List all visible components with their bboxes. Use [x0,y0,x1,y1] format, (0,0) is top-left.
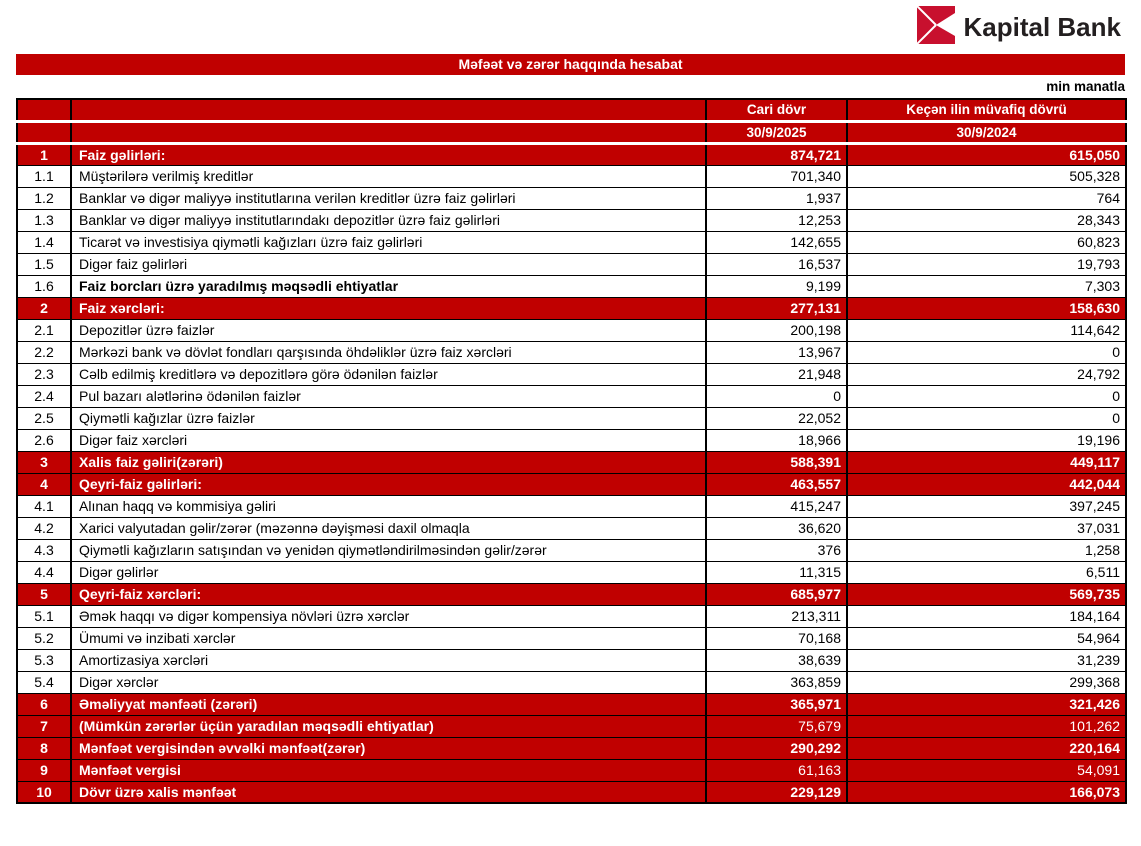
table-row [17,715,1126,737]
table-row [17,517,1126,539]
table-row [17,495,1126,517]
row-current-value: 9,199 [706,275,847,297]
row-number: 4.4 [17,561,71,583]
table-header-row-dates [17,121,1126,143]
report-table-body [17,143,1126,803]
table-row [17,759,1126,781]
row-previous-value: 505,328 [847,165,1126,187]
header-empty-cell [71,121,706,143]
table-row [17,385,1126,407]
row-previous-value: 60,823 [847,231,1126,253]
table-row [17,341,1126,363]
kapital-bank-logo [917,6,1122,49]
table-row [17,583,1126,605]
row-current-value: 685,977 [706,583,847,605]
table-row [17,473,1126,495]
row-number: 5.1 [17,605,71,627]
row-number: 2.5 [17,407,71,429]
row-label: Depozitlər üzrə faizlər [71,319,706,341]
row-number: 2.3 [17,363,71,385]
row-previous-value: 764 [847,187,1126,209]
row-label: Qeyri-faiz gəlirləri: [71,473,706,495]
row-label: Banklar və digər maliyyə institutlarına verilən kreditlər üzrə faiz gəlirləri [71,187,706,209]
table-row [17,429,1126,451]
row-number: 2.4 [17,385,71,407]
row-current-value: 1,937 [706,187,847,209]
row-number: 5.3 [17,649,71,671]
row-current-value: 142,655 [706,231,847,253]
row-current-value: 11,315 [706,561,847,583]
table-row [17,319,1126,341]
row-label: Müştərilərə verilmiş kreditlər [71,165,706,187]
brand-name: Kapital Bank [963,11,1121,42]
row-current-value: 61,163 [706,759,847,781]
row-number: 2 [17,297,71,319]
row-label: Faiz gəlirləri: [71,143,706,165]
row-previous-value: 37,031 [847,517,1126,539]
row-label: Qiymətli kağızlar üzrə faizlər [71,407,706,429]
row-current-value: 36,620 [706,517,847,539]
row-label: Mənfəət vergisindən əvvəlki mənfəət(zərər) [71,737,706,759]
row-previous-value: 0 [847,385,1126,407]
row-current-value: 0 [706,385,847,407]
table-row [17,451,1126,473]
table-header-row-labels [17,99,1126,121]
row-number: 4.2 [17,517,71,539]
row-current-value: 21,948 [706,363,847,385]
table-row [17,781,1126,803]
row-label: Qiymətli kağızların satışından və yenidən qiymətləndirilməsindən gəlir/zərər [71,539,706,561]
row-number: 1.1 [17,165,71,187]
row-previous-value: 166,073 [847,781,1126,803]
row-label: Banklar və digər maliyyə institutlarındakı depozitlər üzrə faiz gəlirləri [71,209,706,231]
row-previous-value: 19,196 [847,429,1126,451]
table-row [17,561,1126,583]
row-number: 1.6 [17,275,71,297]
row-number: 8 [17,737,71,759]
row-number: 2.6 [17,429,71,451]
row-label: Amortizasiya xərcləri [71,649,706,671]
table-row [17,605,1126,627]
row-previous-value: 397,245 [847,495,1126,517]
row-previous-value: 321,426 [847,693,1126,715]
row-label: Digər xərclər [71,671,706,693]
table-row [17,627,1126,649]
row-number: 7 [17,715,71,737]
row-current-value: 13,967 [706,341,847,363]
row-previous-value: 220,164 [847,737,1126,759]
row-current-value: 213,311 [706,605,847,627]
row-previous-value: 19,793 [847,253,1126,275]
row-current-value: 376 [706,539,847,561]
row-current-value: 22,052 [706,407,847,429]
row-previous-value: 24,792 [847,363,1126,385]
table-row [17,209,1126,231]
header-current-date: 30/9/2025 [706,121,847,143]
row-previous-value: 449,117 [847,451,1126,473]
header-current-period: Cari dövr [706,99,847,121]
row-label: Ümumi və inzibati xərclər [71,627,706,649]
row-number: 4.3 [17,539,71,561]
row-previous-value: 1,258 [847,539,1126,561]
row-label: Cəlb edilmiş kreditlərə və depozitlərə görə ödənilən faizlər [71,363,706,385]
table-row [17,671,1126,693]
row-number: 4.1 [17,495,71,517]
row-number: 1.5 [17,253,71,275]
row-previous-value: 569,735 [847,583,1126,605]
row-number: 1 [17,143,71,165]
row-label: Digər gəlirlər [71,561,706,583]
row-current-value: 18,966 [706,429,847,451]
row-number: 2.1 [17,319,71,341]
row-previous-value: 28,343 [847,209,1126,231]
table-row [17,737,1126,759]
row-previous-value: 114,642 [847,319,1126,341]
row-current-value: 16,537 [706,253,847,275]
row-current-value: 463,557 [706,473,847,495]
row-number: 4 [17,473,71,495]
row-previous-value: 31,239 [847,649,1126,671]
row-number: 9 [17,759,71,781]
row-label: Digər faiz gəlirləri [71,253,706,275]
table-row [17,231,1126,253]
row-previous-value: 615,050 [847,143,1126,165]
row-current-value: 290,292 [706,737,847,759]
row-current-value: 415,247 [706,495,847,517]
row-label: Əmək haqqı və digər kompensiya növləri üzrə xərclər [71,605,706,627]
row-label: Digər faiz xərcləri [71,429,706,451]
header-previous-period: Keçən ilin müvafiq dövrü [847,99,1126,121]
row-current-value: 363,859 [706,671,847,693]
row-previous-value: 0 [847,407,1126,429]
row-label: Qeyri-faiz xərcləri: [71,583,706,605]
row-number: 1.4 [17,231,71,253]
row-number: 5.2 [17,627,71,649]
table-row [17,297,1126,319]
report-table-head-rows [17,99,1126,143]
kapital-bank-x-icon [917,6,955,49]
row-current-value: 229,129 [706,781,847,803]
row-previous-value: 158,630 [847,297,1126,319]
row-previous-value: 0 [847,341,1126,363]
row-label: Xalis faiz gəliri(zərəri) [71,451,706,473]
row-label: Mərkəzi bank və dövlət fondları qarşısında öhdəliklər üzrə faiz xərcləri [71,341,706,363]
row-current-value: 70,168 [706,627,847,649]
row-previous-value: 101,262 [847,715,1126,737]
header-empty-cell [17,99,71,121]
table-row [17,363,1126,385]
row-label: Pul bazarı alətlərinə ödənilən faizlər [71,385,706,407]
header-bar [0,0,1141,54]
table-row [17,407,1126,429]
row-number: 1.3 [17,209,71,231]
row-number: 6 [17,693,71,715]
row-number: 5 [17,583,71,605]
row-current-value: 277,131 [706,297,847,319]
row-label: (Mümkün zərərlər üçün yaradılan məqsədli ehtiyatlar) [71,715,706,737]
income-statement-table [16,98,1127,804]
row-current-value: 75,679 [706,715,847,737]
unit-note: min manatla [1046,79,1125,94]
table-row [17,165,1126,187]
report-title-bar: Məfəət və zərər haqqında hesabat [16,54,1125,75]
row-previous-value: 54,964 [847,627,1126,649]
table-row [17,253,1126,275]
header-empty-cell [17,121,71,143]
row-number: 3 [17,451,71,473]
table-row [17,143,1126,165]
row-previous-value: 7,303 [847,275,1126,297]
row-current-value: 12,253 [706,209,847,231]
table-row [17,275,1126,297]
row-number: 5.4 [17,671,71,693]
row-previous-value: 6,511 [847,561,1126,583]
table-row [17,693,1126,715]
row-label: Xarici valyutadan gəlir/zərər (məzənnə dəyişməsi daxil olmaqla [71,517,706,539]
row-current-value: 38,639 [706,649,847,671]
table-row [17,187,1126,209]
table-row [17,649,1126,671]
row-label: Faiz xərcləri: [71,297,706,319]
row-label: Faiz borcları üzrə yaradılmış məqsədli ehtiyatlar [71,275,706,297]
row-number: 1.2 [17,187,71,209]
row-number: 10 [17,781,71,803]
row-current-value: 874,721 [706,143,847,165]
row-label: Əməliyyat mənfəəti (zərəri) [71,693,706,715]
row-previous-value: 442,044 [847,473,1126,495]
row-current-value: 701,340 [706,165,847,187]
row-label: Dövr üzrə xalis mənfəət [71,781,706,803]
row-previous-value: 184,164 [847,605,1126,627]
header-empty-cell [71,99,706,121]
row-previous-value: 299,368 [847,671,1126,693]
row-current-value: 200,198 [706,319,847,341]
row-label: Ticarət və investisiya qiymətli kağızları üzrə faiz gəlirləri [71,231,706,253]
table-row [17,539,1126,561]
row-label: Alınan haqq və kommisiya gəliri [71,495,706,517]
row-current-value: 365,971 [706,693,847,715]
row-number: 2.2 [17,341,71,363]
row-current-value: 588,391 [706,451,847,473]
row-label: Mənfəət vergisi [71,759,706,781]
header-previous-date: 30/9/2024 [847,121,1126,143]
row-previous-value: 54,091 [847,759,1126,781]
